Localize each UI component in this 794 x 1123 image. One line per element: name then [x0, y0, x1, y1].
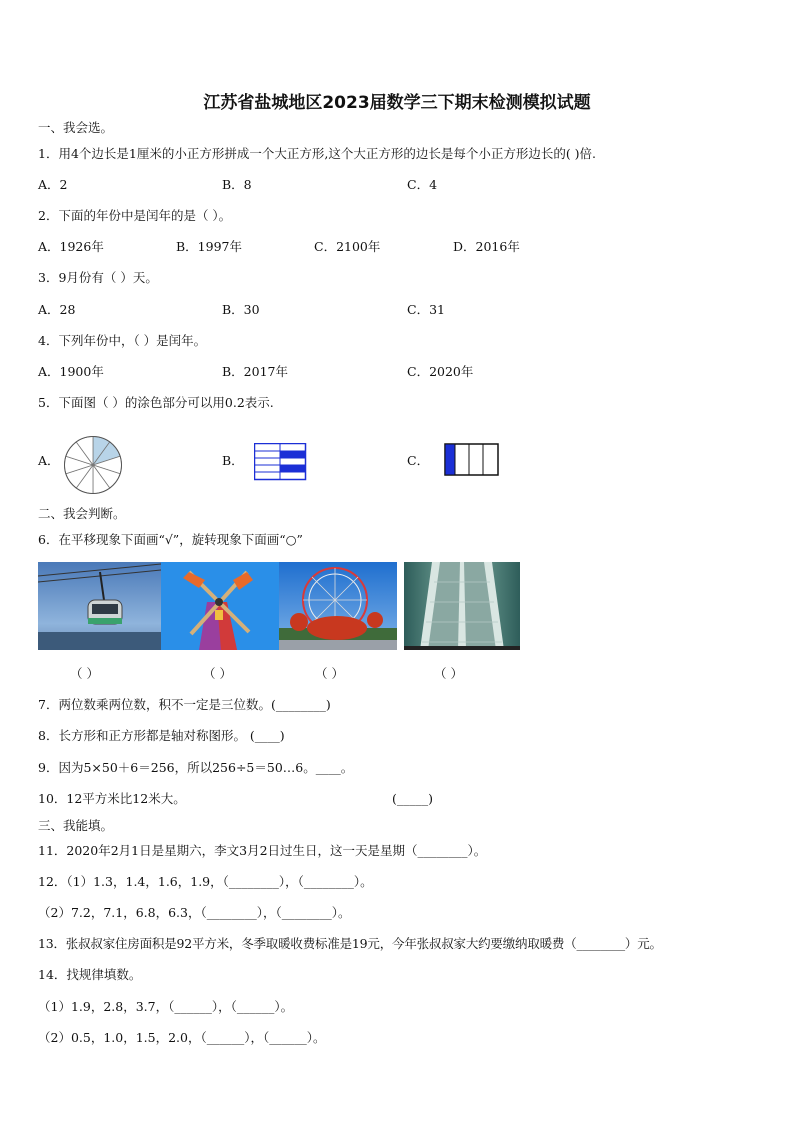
- question-14-part-1: （1）1.9，2.8，3.7，（______），（______）。: [38, 999, 294, 1014]
- question-10-blank[interactable]: (_____): [392, 791, 434, 806]
- question-10-stem: 10．12平方米比12米大。: [38, 791, 186, 806]
- question-4-option-c: C．2020年: [407, 364, 474, 379]
- bar-shaded-part: [446, 445, 456, 475]
- question-5-option-b: B．: [222, 453, 244, 468]
- cable-car-image: [38, 562, 161, 650]
- question-4-option-a: A．1900年: [38, 364, 104, 379]
- question-1-option-a: A．2: [38, 177, 68, 192]
- question-8: 8．长方形和正方形都是轴对称图形。 (____): [38, 728, 285, 743]
- question-11: 11．2020年2月1日是星期六，李文3月2日过生日，这一天是星期（________）。: [38, 843, 487, 858]
- question-5-stem: 5．下面图（ ）的涂色部分可以用0.2表示.: [38, 395, 274, 410]
- escalator-photo: [404, 562, 520, 650]
- question-2-option-d: D．2016年: [453, 239, 520, 254]
- stripe-shaded-cell: [280, 465, 306, 472]
- question-3-stem: 3．9月份有（ ）天。: [38, 270, 158, 285]
- section-heading-1: 一、我会选。: [38, 120, 114, 135]
- question-1-stem: 1．用4个边长是1厘米的小正方形拼成一个大正方形,这个大正方形的边长是每个小正方形边长的( )倍.: [38, 146, 597, 161]
- question-5-option-a: A．: [38, 453, 60, 468]
- question-9: 9．因为5×50＋6＝256，所以256÷5＝50…6。____。: [38, 760, 354, 775]
- question-2-option-b: B．1997年: [176, 239, 242, 254]
- answer-blank-photo-3[interactable]: （ ）: [315, 666, 344, 681]
- question-12-part-1: 12．（1）1.3，1.4，1.6，1.9，（________），（________）。: [38, 874, 373, 889]
- question-3-option-c: C．31: [407, 302, 445, 317]
- cable-car-photo: [38, 562, 161, 650]
- question-2-stem: 2．下面的年份中是闰年的是（ ）。: [38, 208, 232, 223]
- windmill-image: [161, 562, 279, 650]
- ferris-wheel-photo: [279, 562, 397, 650]
- question-2-option-c: C．2100年: [314, 239, 381, 254]
- question-2-option-a: A．1926年: [38, 239, 104, 254]
- question-5-option-c: C．: [407, 453, 430, 468]
- page-title: 江苏省盐城地区2023届数学三下期末检测模拟试题: [203, 93, 591, 113]
- section-heading-2: 二、我会判断。: [38, 506, 126, 521]
- answer-blank-photo-4[interactable]: （ ）: [434, 666, 463, 681]
- bar-figure-option-c: [444, 443, 500, 477]
- question-6-stem: 6．在平移现象下面画“√”，旋转现象下面画“○”: [38, 532, 303, 547]
- question-4-option-b: B．2017年: [222, 364, 288, 379]
- question-12-part-2: （2）7.2，7.1，6.8，6.3，（________），（________）。: [38, 905, 351, 920]
- ferris-wheel-image: [279, 562, 397, 650]
- answer-blank-photo-1[interactable]: （ ）: [70, 666, 99, 681]
- question-1-option-c: C．4: [407, 177, 438, 192]
- stripe-figure-option-b: [254, 443, 308, 481]
- question-3-option-b: B．30: [222, 302, 260, 317]
- question-7: 7．两位数乘两位数，积不一定是三位数。(________): [38, 697, 331, 712]
- question-14-part-2: （2）0.5，1.0，1.5，2.0，（______），（______）。: [38, 1030, 326, 1045]
- answer-blank-photo-2[interactable]: （ ）: [203, 666, 232, 681]
- question-1-option-b: B．8: [222, 177, 252, 192]
- question-4-stem: 4．下列年份中，（ ）是闰年。: [38, 333, 207, 348]
- section-heading-3: 三、我能填。: [38, 818, 114, 833]
- stripe-shaded-cell: [280, 451, 306, 458]
- pie-figure-option-a: [63, 435, 123, 495]
- question-13: 13．张叔叔家住房面积是92平方米，冬季取暖收费标准是19元，今年张叔叔家大约要缴纳取暖费（________）元。: [38, 936, 662, 951]
- question-3-option-a: A．28: [38, 302, 76, 317]
- escalator-image: [404, 562, 520, 650]
- question-14-stem: 14．找规律填数。: [38, 967, 142, 982]
- windmill-photo: [161, 562, 279, 650]
